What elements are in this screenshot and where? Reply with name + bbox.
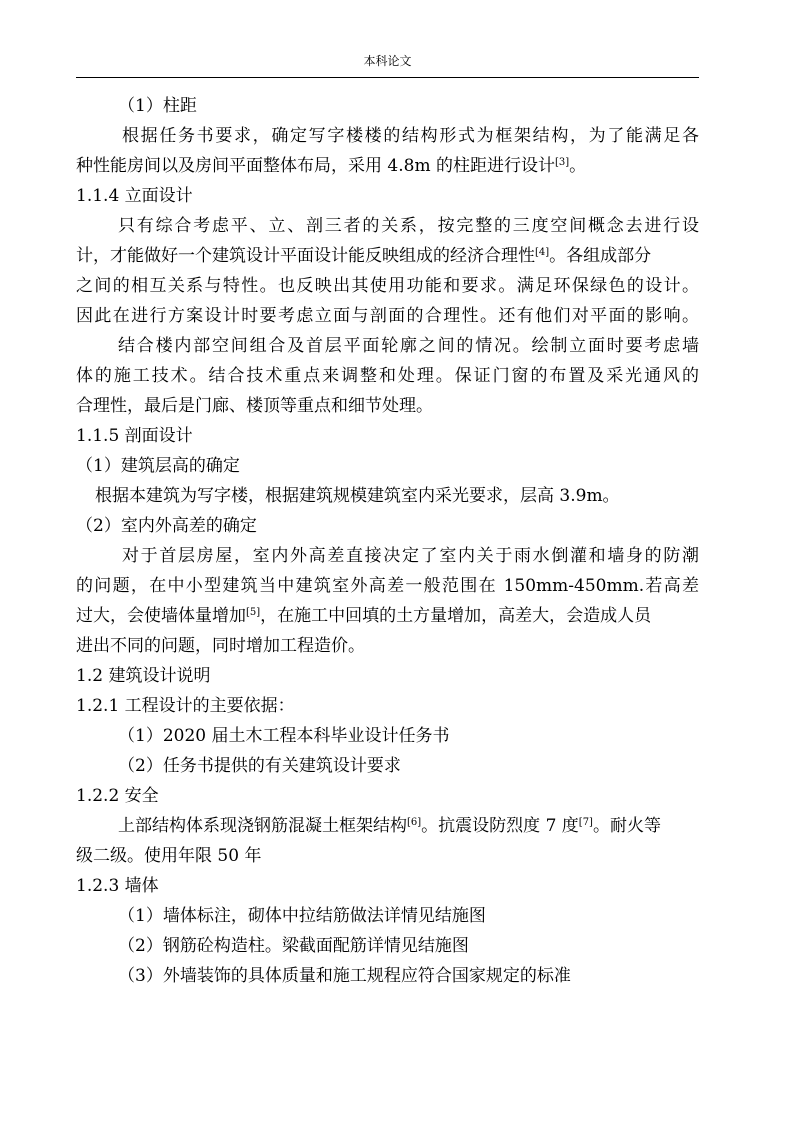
text-span: 。耐火等 <box>592 816 661 836</box>
paragraph-line: 只有综合考虑平、立、剖三者的关系，按完整的三度空间概念去进行设 <box>118 216 699 236</box>
subheading-line: （1）建筑层高的确定 <box>76 456 240 476</box>
paragraph-line: 合理性，最后是门廊、楼顶等重点和细节处理。 <box>76 396 433 416</box>
text-span: 。抗震设防烈度 7 度 <box>421 816 579 836</box>
text-span: 过大，会使墙体量增加 <box>76 606 246 626</box>
paragraph-line <box>76 151 699 181</box>
section-heading-1-2: 1.2 建筑设计说明 <box>76 666 211 686</box>
paragraph-line: 根据本建筑为写字楼，根据建筑规模建筑室内采光要求，层高 3.9m。 <box>95 486 620 506</box>
paragraph-line: 进出不同的问题，同时增加工程造价。 <box>76 636 365 656</box>
document-body <box>76 91 699 991</box>
paragraph-line: （1）柱距 <box>118 96 197 116</box>
header-title: 本科论文 <box>363 54 412 68</box>
paragraph-line <box>76 241 699 271</box>
text-span: 。各组成部分 <box>549 246 652 266</box>
paragraph-line: 因此在进行方案设计时要考虑立面与剖面的合理性。还有他们对平面的影响。 <box>76 306 699 326</box>
paragraph-line: 级二级。使用年限 50 年 <box>76 846 262 866</box>
citation-ref: [5] <box>246 607 261 618</box>
list-item: （2）任务书提供的有关建筑设计要求 <box>118 756 401 776</box>
paragraph-line: 之间的相互关系与特性。也反映出其使用功能和要求。满足环保绿色的设计。 <box>76 276 699 296</box>
paragraph-line <box>76 811 699 841</box>
section-heading-1-1-5: 1.1.5 剖面设计 <box>76 426 193 446</box>
section-heading-1-2-1: 1.2.1 工程设计的主要依据： <box>76 696 295 716</box>
paragraph-line: 体的施工技术。结合技术重点来调整和处理。保证门窗的布置及采光通风的 <box>76 366 699 386</box>
paragraph-line <box>76 601 699 631</box>
subheading-line: （2）室内外高差的确定 <box>76 516 257 536</box>
section-heading-1-1-4: 1.1.4 立面设计 <box>76 186 193 206</box>
section-heading-1-2-2: 1.2.2 安全 <box>76 786 159 806</box>
paragraph-line: 对于首层房屋，室内外高差直接决定了室内关于雨水倒灌和墙身的防潮 <box>122 546 699 566</box>
text-span: 上部结构体系现浇钢筋混凝土框架结构 <box>118 816 407 836</box>
text-span: 计，才能做好一个建筑设计平面设计能反映组成的经济合理性 <box>76 246 535 266</box>
paragraph-line: 的问题，在中小型建筑当中建筑室外高差一般范围在 150mm-450mm.若高差 <box>76 576 699 596</box>
text-span: 种性能房间以及房间平面整体布局，采用 4.8m 的柱距进行设计 <box>76 156 555 176</box>
list-item: （1）2020 届土木工程本科毕业设计任务书 <box>118 726 450 746</box>
section-heading-1-2-3: 1.2.3 墙体 <box>76 876 159 896</box>
citation-ref: [4] <box>535 247 550 258</box>
page-header <box>76 50 699 78</box>
list-item: （3）外墙装饰的具体质量和施工规程应符合国家规定的标准 <box>118 966 571 986</box>
paragraph-line: 根据任务书要求，确定写字楼楼的结构形式为框架结构，为了能满足各 <box>122 126 699 146</box>
list-item: （1）墙体标注，砌体中拉结筋做法详情见结施图 <box>118 906 486 926</box>
citation-ref: [7] <box>578 817 593 828</box>
text-span: ，在施工中回填的土方量增加，高差大，会造成人员 <box>260 606 652 626</box>
citation-ref: [6] <box>407 817 422 828</box>
text-span: 。 <box>569 156 587 176</box>
citation-ref: [3] <box>554 157 570 168</box>
list-item: （2）钢筋砼构造柱。梁截面配筋详情见结施图 <box>118 936 469 956</box>
paragraph-line: 结合楼内部空间组合及首层平面轮廓之间的情况。绘制立面时要考虑墙 <box>118 336 699 356</box>
